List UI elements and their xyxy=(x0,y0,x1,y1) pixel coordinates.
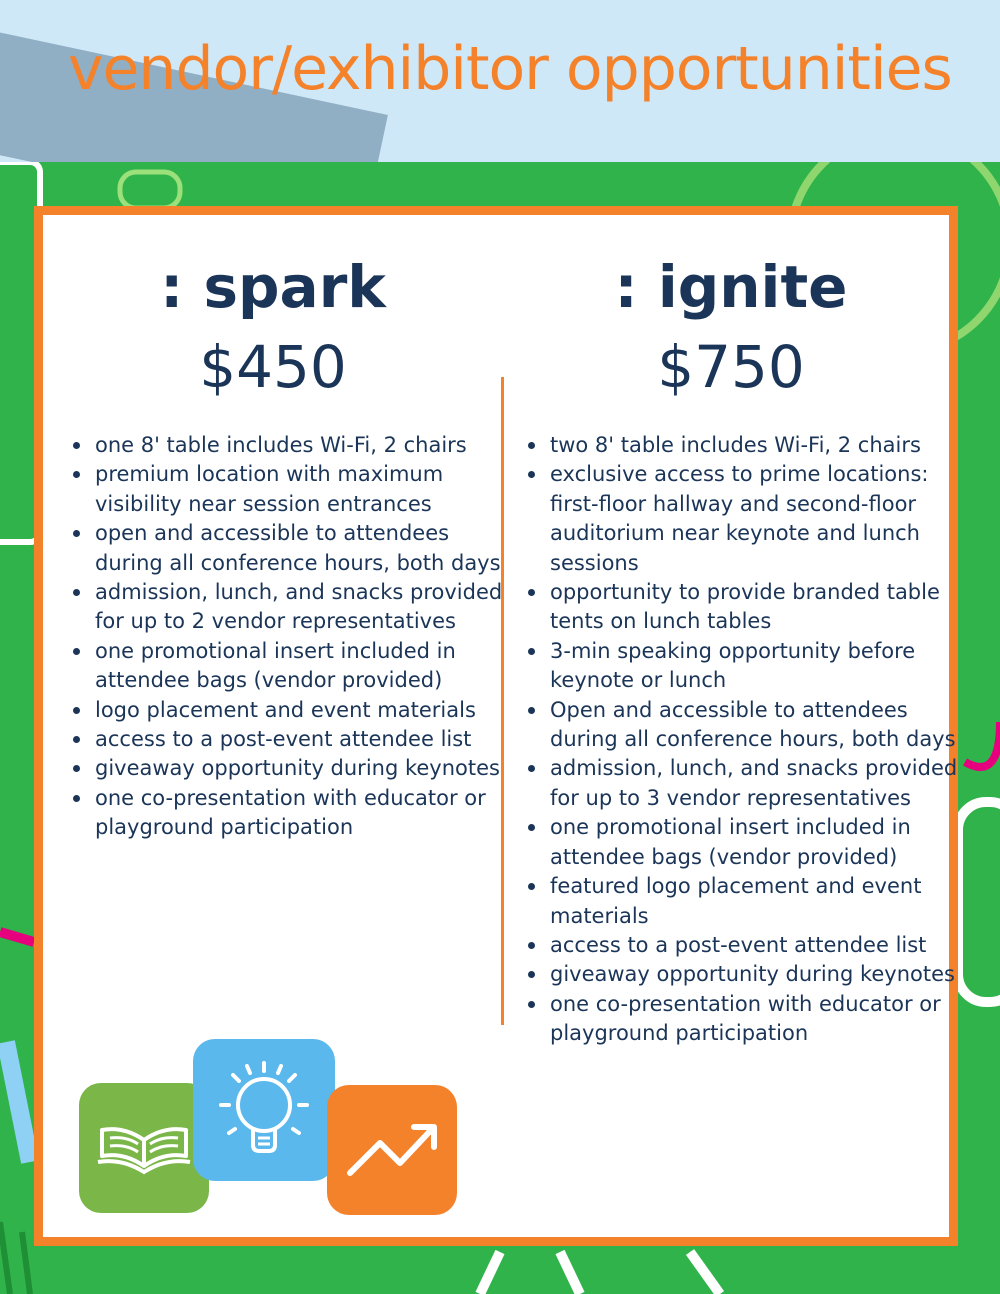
feature-item: logo placement and event materials xyxy=(95,696,515,725)
feature-item: featured logo placement and event materials xyxy=(550,872,970,931)
feature-item: opportunity to provide branded table tents on lunch tables xyxy=(550,578,970,637)
header-band xyxy=(0,0,1000,162)
pricing-card xyxy=(34,206,958,1246)
bg-shape xyxy=(0,1222,30,1294)
feature-item: admission, lunch, and snacks provided for up to 2 vendor representatives xyxy=(95,578,515,637)
feature-item: one co-presentation with educator or playground participation xyxy=(95,784,515,843)
page-title: vendor/exhibitor opportunities xyxy=(68,34,952,104)
lightbulb-icon xyxy=(193,1039,335,1181)
bg-shape xyxy=(120,172,180,208)
feature-item: admission, lunch, and snacks provided for up to 3 vendor representatives xyxy=(550,754,970,813)
feature-item: access to a post-event attendee list xyxy=(550,931,970,960)
feature-item: open and accessible to attendees during all conference hours, both days xyxy=(95,519,515,578)
bg-shape xyxy=(0,932,34,942)
spark-feature-list xyxy=(43,431,515,843)
feature-item: premium location with maximum visibility near session entrances xyxy=(95,460,515,519)
tier-ignite-header xyxy=(521,253,941,402)
tier-spark-header xyxy=(63,253,483,402)
feature-item: Open and accessible to attendees during all conference hours, both days xyxy=(550,696,970,755)
feature-item: one promotional insert included in attendee bags (vendor provided) xyxy=(550,813,970,872)
tier-price: $450 xyxy=(199,332,347,401)
feature-item: one 8' table includes Wi-Fi, 2 chairs xyxy=(95,431,515,460)
trending-up-icon xyxy=(327,1085,457,1215)
tier-price: $750 xyxy=(657,332,805,401)
feature-item: giveaway opportunity during keynotes xyxy=(95,754,515,783)
ignite-feature-list xyxy=(498,431,970,1049)
feature-item: one co-presentation with educator or playground participation xyxy=(550,990,970,1049)
feature-item: two 8' table includes Wi-Fi, 2 chairs xyxy=(550,431,970,460)
feature-item: exclusive access to prime locations: first-floor hallway and second-floor auditorium near keynote and lunch sessions xyxy=(550,460,970,578)
feature-item: 3-min speaking opportunity before keynote or lunch xyxy=(550,637,970,696)
bg-shape xyxy=(480,1252,720,1294)
bg-shape xyxy=(6,1042,30,1162)
feature-item: one promotional insert included in attendee bags (vendor provided) xyxy=(95,637,515,696)
icon-cluster xyxy=(79,1039,469,1229)
feature-item: access to a post-event attendee list xyxy=(95,725,515,754)
feature-item: giveaway opportunity during keynotes xyxy=(550,960,970,989)
tier-name: : ignite xyxy=(614,253,848,321)
open-book-icon xyxy=(79,1083,209,1213)
bg-shape xyxy=(965,722,1000,767)
tier-name: : spark xyxy=(160,253,386,321)
